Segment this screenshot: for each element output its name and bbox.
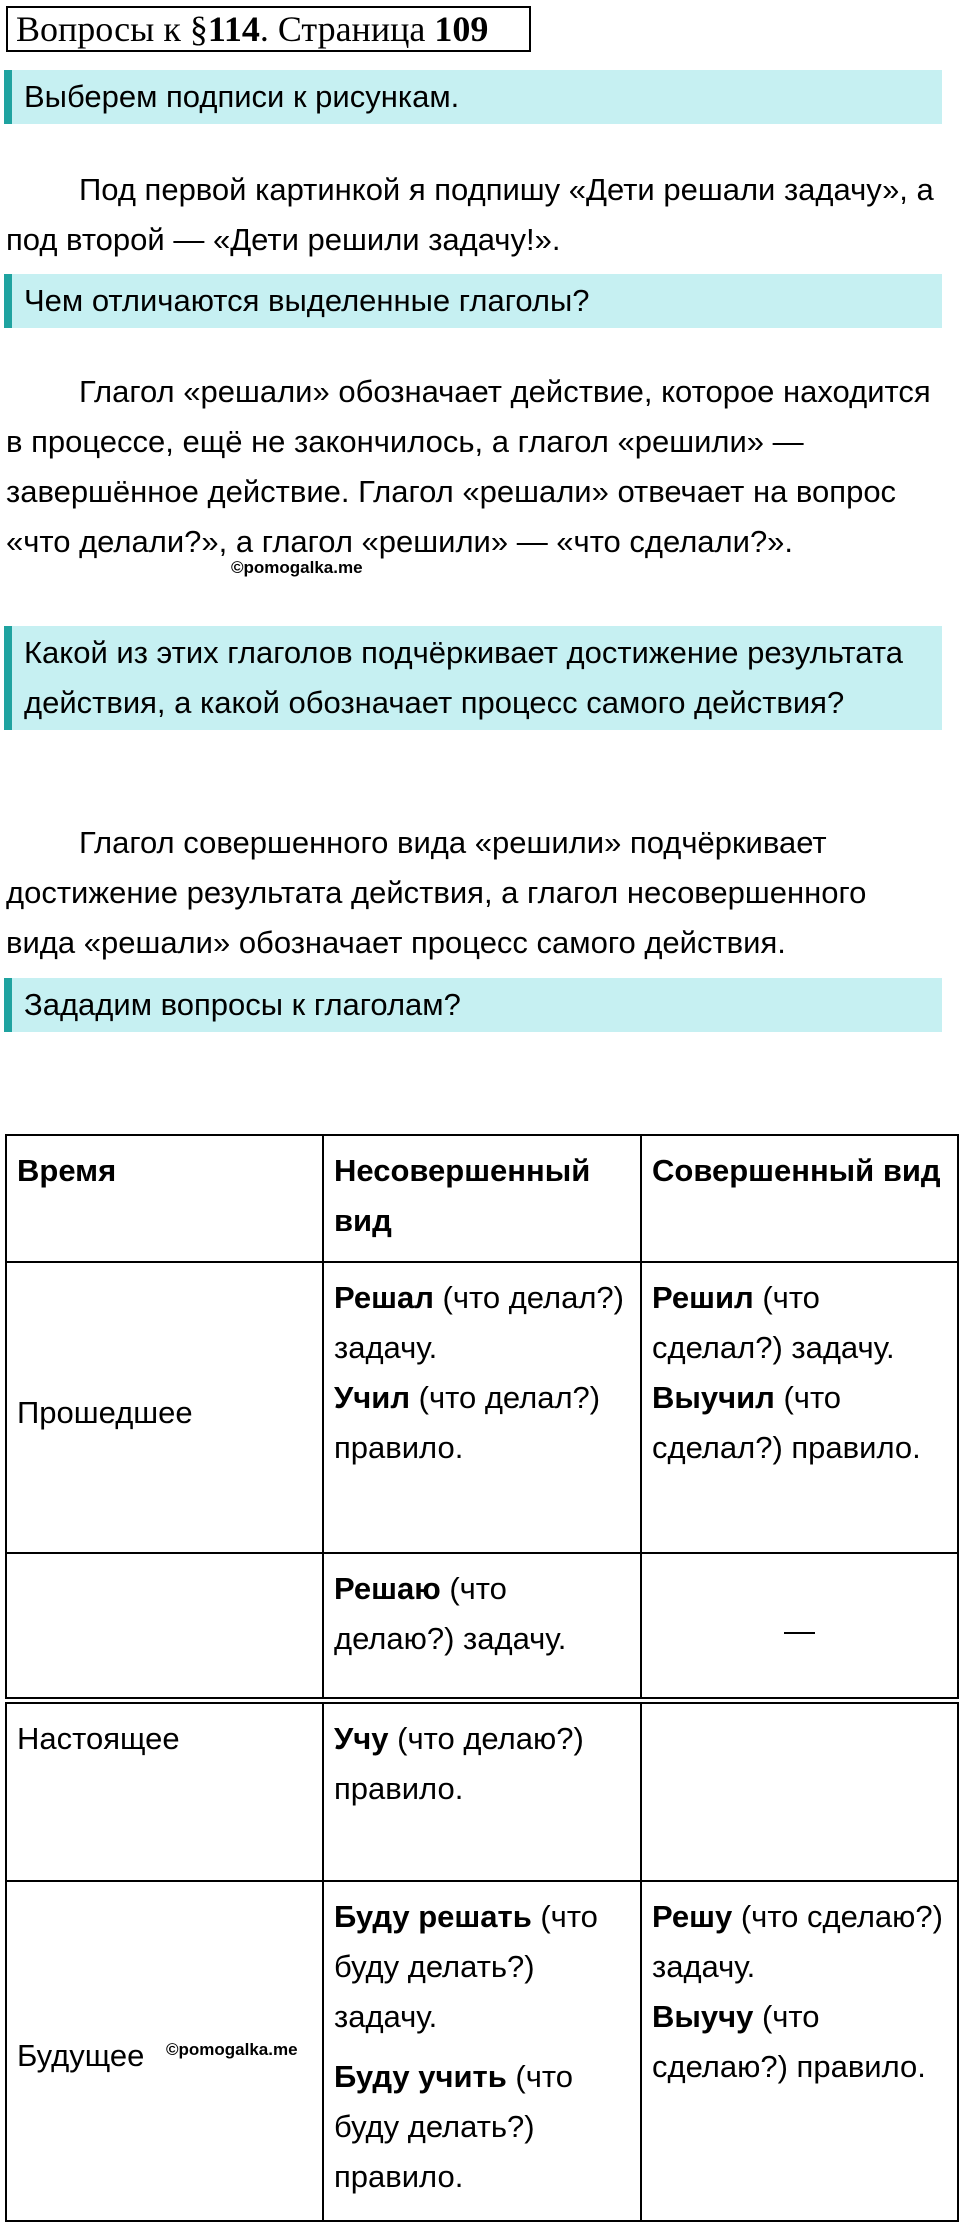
watermark-table: ©pomogalka.me: [166, 2040, 298, 2059]
future-perfective-cell: Решу (что сделаю?) задачу. Выучу (что сделаю?) правило.: [641, 1881, 958, 2221]
future-imperfective-cell: Буду решать (что буду делать?) задачу. Буду учить (что буду делать?) правило.: [323, 1881, 641, 2221]
question-4: Зададим вопросы к глаголам?: [4, 978, 942, 1032]
answer-1: Под первой картинкой я подпишу «Дети решали задачу», а под второй — «Дети решили задачу!».: [6, 172, 934, 257]
verb-aspect-table: [5, 1134, 959, 1699]
page-number: 109: [434, 9, 489, 49]
table-row-present: [6, 1703, 958, 1881]
header-cell-perfective: Совершенный вид: [641, 1135, 958, 1262]
tense-label-future: Будущее: [6, 1881, 323, 2221]
present-perfective-empty-cell: [641, 1703, 958, 1881]
title-prefix: Вопросы к §: [16, 9, 208, 49]
question-3: Какой из этих глаголов подчёркивает достижение результата действия, а какой обозначает процесс самого действия?: [4, 626, 942, 730]
header-cell-imperfective: Несовершенный вид: [323, 1135, 641, 1262]
table-row-present-top: [6, 1553, 958, 1698]
present-empty-label-cell: [6, 1553, 323, 1698]
past-imperfective-cell: Решал (что делал?) задачу. Учил (что делал?) правило.: [323, 1262, 641, 1553]
table-header-row: [6, 1135, 958, 1262]
verb-aspect-table-continued: [5, 1702, 959, 2222]
present-imperfective-cell-2: Учу (что делаю?) правило.: [323, 1703, 641, 1881]
title-middle: . Страница: [259, 9, 435, 49]
tense-label-present: Настоящее: [6, 1703, 323, 1881]
page-title: [6, 6, 531, 52]
question-2: Чем отличаются выделенные глаголы?: [4, 274, 942, 328]
tense-label-past: Прошедшее: [6, 1262, 323, 1553]
past-perfective-cell: Решил (что сделал?) задачу. Выучил (что сделал?) правило.: [641, 1262, 958, 1553]
question-1: Выберем подписи к рисункам.: [4, 70, 942, 124]
answer-3: Глагол совершенного вида «решили» подчёркивает достижение результата действия, а глагол несовершенного вида «решали» обозначает процесс самого действия.: [6, 825, 867, 960]
paragraph-number: 114: [207, 9, 260, 49]
header-cell-time: Время: [6, 1135, 323, 1262]
table-row-future: [6, 1881, 958, 2221]
present-perfective-dash: —: [641, 1553, 958, 1698]
answer-2: Глагол «решали» обозначает действие, которое находится в процессе, ещё не закончилось, а глагол «решили» — завершённое действие. Глагол «решали» отвечает на вопрос «что делали?», а глагол «решили» — «что сделали?».: [6, 374, 931, 559]
table-row-past: [6, 1262, 958, 1553]
watermark: ©pomogalka.me: [231, 558, 363, 577]
present-imperfective-cell-1: Решаю (что делаю?) задачу.: [323, 1553, 641, 1698]
